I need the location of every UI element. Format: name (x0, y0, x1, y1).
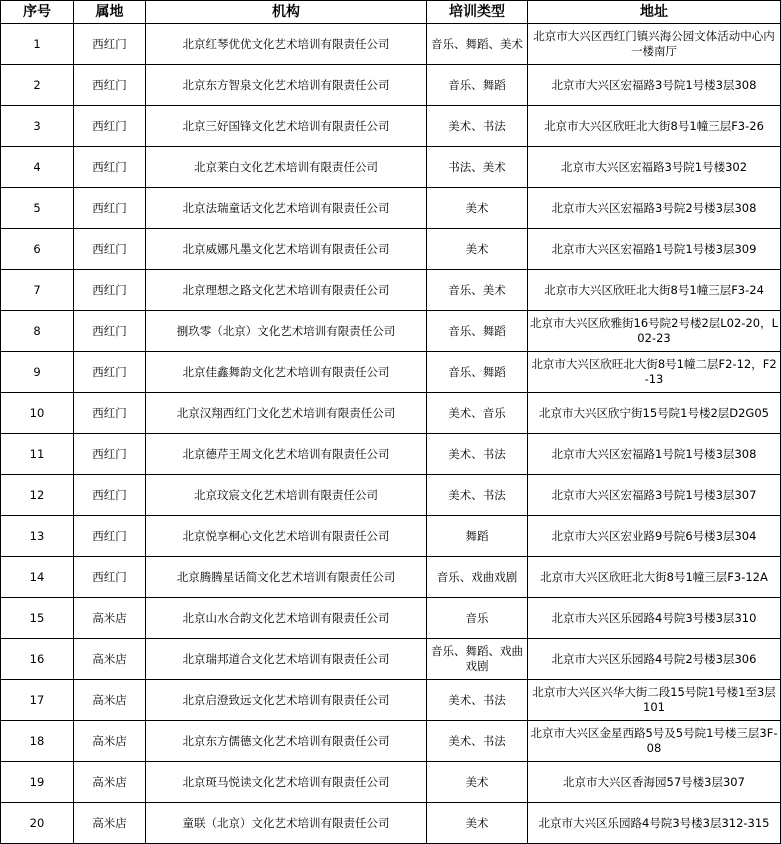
cell-institution: 北京德芹王周文化艺术培训有限责任公司 (146, 434, 427, 475)
cell-district: 高米店 (74, 803, 146, 844)
cell-address: 北京市大兴区乐园路4号院3号楼3层310 (528, 598, 781, 639)
cell-training-type: 音乐、美术 (427, 270, 528, 311)
cell-institution: 北京斑马悦读文化艺术培训有限责任公司 (146, 762, 427, 803)
cell-district: 高米店 (74, 721, 146, 762)
table-row (1, 721, 781, 762)
table-row (1, 311, 781, 352)
table-row (1, 270, 781, 311)
cell-institution: 童联（北京）文化艺术培训有限责任公司 (146, 803, 427, 844)
cell-district: 高米店 (74, 598, 146, 639)
table-row (1, 680, 781, 721)
cell-training-type: 音乐、舞蹈 (427, 65, 528, 106)
cell-training-type: 美术、书法 (427, 434, 528, 475)
cell-training-type: 书法、美术 (427, 147, 528, 188)
table-row (1, 516, 781, 557)
cell-index: 4 (1, 147, 74, 188)
cell-training-type: 美术、书法 (427, 106, 528, 147)
table-row (1, 598, 781, 639)
header-index: 序号 (1, 1, 74, 24)
header-training-type: 培训类型 (427, 1, 528, 24)
cell-address: 北京市大兴区西红门镇兴海公园文体活动中心内一楼南厅 (528, 24, 781, 65)
cell-institution: 北京悦享桐心文化艺术培训有限责任公司 (146, 516, 427, 557)
header-institution: 机构 (146, 1, 427, 24)
cell-district: 高米店 (74, 680, 146, 721)
cell-district: 西红门 (74, 147, 146, 188)
cell-index: 13 (1, 516, 74, 557)
cell-address: 北京市大兴区金星西路5号及5号院1号楼三层3F-08 (528, 721, 781, 762)
cell-index: 18 (1, 721, 74, 762)
cell-district: 高米店 (74, 639, 146, 680)
cell-index: 15 (1, 598, 74, 639)
cell-training-type: 舞蹈 (427, 516, 528, 557)
cell-district: 西红门 (74, 229, 146, 270)
cell-training-type: 音乐、舞蹈、美术 (427, 24, 528, 65)
table-row (1, 475, 781, 516)
cell-index: 12 (1, 475, 74, 516)
cell-district: 西红门 (74, 516, 146, 557)
cell-institution: 北京法瑞童话文化艺术培训有限责任公司 (146, 188, 427, 229)
cell-index: 16 (1, 639, 74, 680)
cell-index: 5 (1, 188, 74, 229)
table-row (1, 434, 781, 475)
cell-institution: 北京东方儒德文化艺术培训有限责任公司 (146, 721, 427, 762)
header-address: 地址 (528, 1, 781, 24)
header-row (1, 1, 781, 24)
cell-training-type: 美术、音乐 (427, 393, 528, 434)
cell-institution: 北京汉翔西红门文化艺术培训有限责任公司 (146, 393, 427, 434)
cell-district: 西红门 (74, 24, 146, 65)
cell-district: 西红门 (74, 434, 146, 475)
table-row (1, 762, 781, 803)
cell-institution: 北京理想之路文化艺术培训有限责任公司 (146, 270, 427, 311)
cell-district: 西红门 (74, 311, 146, 352)
cell-institution: 北京红琴优优文化艺术培训有限责任公司 (146, 24, 427, 65)
cell-index: 20 (1, 803, 74, 844)
cell-training-type: 美术 (427, 803, 528, 844)
cell-district: 西红门 (74, 65, 146, 106)
cell-address: 北京市大兴区欣旺北大街8号1幢二层F2-12，F2-13 (528, 352, 781, 393)
cell-institution: 北京三好国锋文化艺术培训有限责任公司 (146, 106, 427, 147)
cell-institution: 北京瑞邦道合文化艺术培训有限责任公司 (146, 639, 427, 680)
table-row (1, 229, 781, 270)
cell-index: 14 (1, 557, 74, 598)
cell-address: 北京市大兴区欣旺北大街8号1幢三层F3-26 (528, 106, 781, 147)
cell-district: 西红门 (74, 557, 146, 598)
cell-institution: 北京玟宸文化艺术培训有限责任公司 (146, 475, 427, 516)
cell-index: 19 (1, 762, 74, 803)
cell-training-type: 音乐、舞蹈 (427, 352, 528, 393)
cell-address: 北京市大兴区宏福路1号院1号楼3层309 (528, 229, 781, 270)
cell-training-type: 音乐、舞蹈 (427, 311, 528, 352)
cell-institution: 捌玖零（北京）文化艺术培训有限责任公司 (146, 311, 427, 352)
table-row (1, 803, 781, 844)
table-row (1, 106, 781, 147)
table-row (1, 188, 781, 229)
cell-institution: 北京东方智泉文化艺术培训有限责任公司 (146, 65, 427, 106)
cell-address: 北京市大兴区欣旺北大街8号1幢三层F3-12A (528, 557, 781, 598)
table-row (1, 557, 781, 598)
cell-index: 10 (1, 393, 74, 434)
cell-institution: 北京山水合韵文化艺术培训有限责任公司 (146, 598, 427, 639)
cell-address: 北京市大兴区宏福路3号院1号楼3层307 (528, 475, 781, 516)
cell-district: 高米店 (74, 762, 146, 803)
cell-index: 17 (1, 680, 74, 721)
cell-institution: 北京启澄致远文化艺术培训有限责任公司 (146, 680, 427, 721)
cell-address: 北京市大兴区宏福路3号院1号楼3层308 (528, 65, 781, 106)
cell-training-type: 美术 (427, 762, 528, 803)
cell-index: 11 (1, 434, 74, 475)
table-row (1, 393, 781, 434)
cell-institution: 北京佳鑫舞韵文化艺术培训有限责任公司 (146, 352, 427, 393)
table-row (1, 24, 781, 65)
cell-training-type: 美术、书法 (427, 475, 528, 516)
table-row (1, 352, 781, 393)
table-row (1, 65, 781, 106)
cell-district: 西红门 (74, 270, 146, 311)
cell-index: 2 (1, 65, 74, 106)
cell-institution: 北京腾腾星话简文化艺术培训有限责任公司 (146, 557, 427, 598)
header-district: 属地 (74, 1, 146, 24)
cell-training-type: 美术、书法 (427, 721, 528, 762)
cell-institution: 北京威娜凡墨文化艺术培训有限责任公司 (146, 229, 427, 270)
cell-training-type: 音乐、戏曲戏剧 (427, 557, 528, 598)
table-row (1, 147, 781, 188)
cell-training-type: 美术 (427, 229, 528, 270)
cell-district: 西红门 (74, 352, 146, 393)
cell-district: 西红门 (74, 475, 146, 516)
cell-address: 北京市大兴区欣旺北大街8号1幢三层F3-24 (528, 270, 781, 311)
cell-address: 北京市大兴区宏福路1号院1号楼3层308 (528, 434, 781, 475)
cell-district: 西红门 (74, 106, 146, 147)
cell-index: 7 (1, 270, 74, 311)
cell-district: 西红门 (74, 393, 146, 434)
table-row (1, 639, 781, 680)
cell-address: 北京市大兴区兴华大街二段15号院1号楼1至3层101 (528, 680, 781, 721)
cell-training-type: 音乐、舞蹈、戏曲戏剧 (427, 639, 528, 680)
cell-district: 西红门 (74, 188, 146, 229)
cell-address: 北京市大兴区宏福路3号院1号楼302 (528, 147, 781, 188)
cell-training-type: 美术 (427, 188, 528, 229)
cell-address: 北京市大兴区宏业路9号院6号楼3层304 (528, 516, 781, 557)
cell-training-type: 美术、书法 (427, 680, 528, 721)
cell-address: 北京市大兴区宏福路3号院2号楼3层308 (528, 188, 781, 229)
cell-training-type: 音乐 (427, 598, 528, 639)
cell-index: 8 (1, 311, 74, 352)
cell-address: 北京市大兴区乐园路4号院3号楼3层312-315 (528, 803, 781, 844)
cell-index: 1 (1, 24, 74, 65)
cell-index: 9 (1, 352, 74, 393)
cell-index: 3 (1, 106, 74, 147)
cell-address: 北京市大兴区欣雅街16号院2号楼2层L02-20，L02-23 (528, 311, 781, 352)
cell-address: 北京市大兴区乐园路4号院2号楼3层306 (528, 639, 781, 680)
cell-address: 北京市大兴区欣宁街15号院1号楼2层D2G05 (528, 393, 781, 434)
cell-institution: 北京莱白文化艺术培训有限责任公司 (146, 147, 427, 188)
cell-address: 北京市大兴区香海园57号楼3层307 (528, 762, 781, 803)
cell-index: 6 (1, 229, 74, 270)
